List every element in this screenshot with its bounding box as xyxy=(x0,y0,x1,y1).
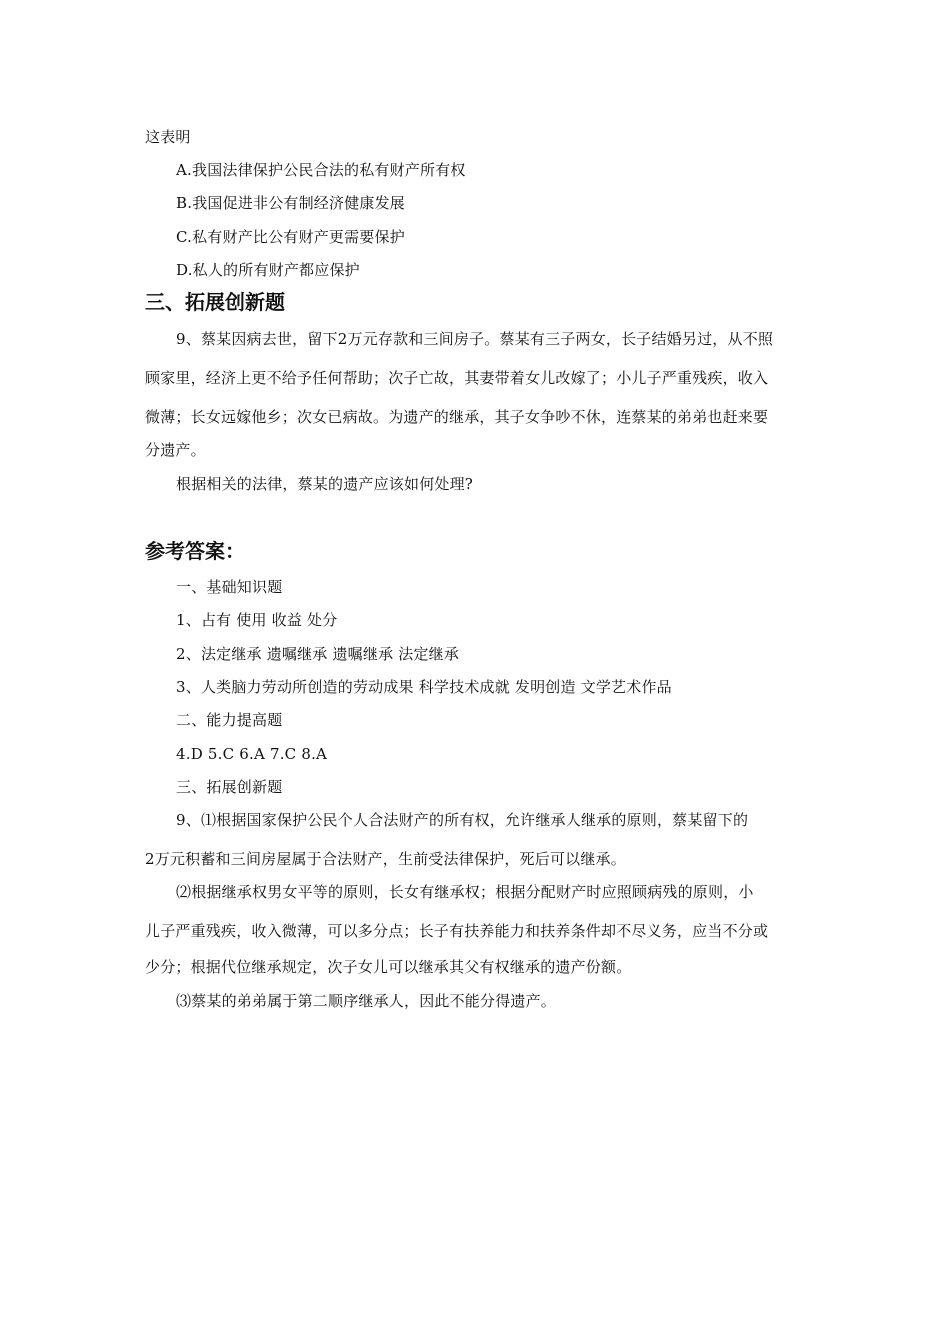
q9-line-1: 9、蔡某因病去世，留下2万元存款和三间房子。蔡某有三子两女，长子结婚另过，从不照 xyxy=(176,330,774,348)
answer-9-line-1: 9、⑴根据国家保护公民个人合法财产的所有权，允许继承人继承的原则，蔡某留下的 xyxy=(176,811,749,829)
option-a: A.我国法律保护公民合法的私有财产所有权 xyxy=(176,161,466,179)
answer-9-line-5: 少分；根据代位继承规定，次子女儿可以继承其父有权继承的遗产份额。 xyxy=(145,958,632,976)
question-stem-end: 这表明 xyxy=(145,128,191,146)
option-b: B.我国促进非公有制经济健康发展 xyxy=(176,194,405,212)
answers-heading: 参考答案： xyxy=(145,539,245,563)
option-d: D.私人的所有财产都应保护 xyxy=(176,261,360,279)
answers-4-to-8: 4.D 5.C 6.A 7.C 8.A xyxy=(176,745,328,763)
answers-part3-title: 三、拓展创新题 xyxy=(176,778,283,796)
answers-part2-title: 二、能力提高题 xyxy=(176,711,283,729)
answer-1: 1、占有 使用 收益 处分 xyxy=(176,611,338,629)
section-three-heading: 三、拓展创新题 xyxy=(145,290,285,314)
q9-line-2: 顾家里，经济上更不给予任何帮助；次子亡故，其妻带着女儿改嫁了；小儿子严重残疾，收入 xyxy=(145,369,769,387)
answer-9-line-2: 2万元积蓄和三间房屋属于合法财产，生前受法律保护，死后可以继承。 xyxy=(145,850,626,868)
q9-line-3: 微薄；长女远嫁他乡；次女已病故。为遗产的继承，其子女争吵不休，连蔡某的弟弟也赶来要 xyxy=(145,408,769,426)
q9-line-4: 分遗产。 xyxy=(145,441,206,459)
answer-9-line-6: ⑶蔡某的弟弟属于第二顺序继承人，因此不能分得遗产。 xyxy=(176,992,557,1010)
q9-prompt: 根据相关的法律，蔡某的遗产应该如何处理? xyxy=(176,475,474,493)
answer-9-line-4: 儿子严重残疾，收入微薄，可以多分点；长子有扶养能力和扶养条件却不尽义务，应当不分或 xyxy=(145,922,769,940)
option-c: C.私有财产比公有财产更需要保护 xyxy=(176,228,405,246)
answer-3: 3、人类脑力劳动所创造的劳动成果 科学技术成就 发明创造 文学艺术作品 xyxy=(176,678,672,696)
answers-part1-title: 一、基础知识题 xyxy=(176,578,283,596)
answer-2: 2、法定继承 遗嘱继承 遗嘱继承 法定继承 xyxy=(176,645,460,663)
answer-9-line-3: ⑵根据继承权男女平等的原则，长女有继承权；根据分配财产时应照顾病残的原则，小 xyxy=(176,883,754,901)
